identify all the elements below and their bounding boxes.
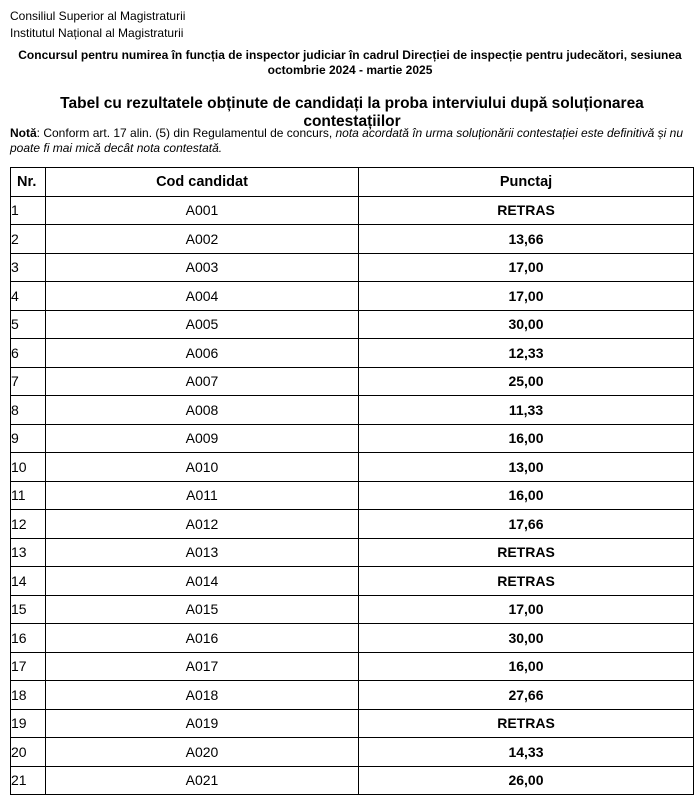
- table-row: [11, 510, 694, 539]
- table-row: [11, 396, 694, 425]
- row-number: 8: [11, 396, 46, 425]
- table-row: [11, 481, 694, 510]
- candidate-code: A016: [46, 624, 359, 653]
- score: RETRAS: [359, 567, 694, 596]
- score: RETRAS: [359, 538, 694, 567]
- row-number: 1: [11, 196, 46, 225]
- candidate-code: A018: [46, 681, 359, 710]
- table-row: [11, 652, 694, 681]
- candidate-code: A002: [46, 225, 359, 254]
- candidate-code: A019: [46, 709, 359, 738]
- candidate-code: A012: [46, 510, 359, 539]
- score: 17,00: [359, 595, 694, 624]
- row-number: 13: [11, 538, 46, 567]
- row-number: 2: [11, 225, 46, 254]
- row-number: 5: [11, 310, 46, 339]
- candidate-code: A005: [46, 310, 359, 339]
- table-row: [11, 624, 694, 653]
- row-number: 4: [11, 282, 46, 311]
- table-row: [11, 538, 694, 567]
- row-number: 19: [11, 709, 46, 738]
- table-row: [11, 567, 694, 596]
- score: 26,00: [359, 766, 694, 795]
- table-row: [11, 424, 694, 453]
- score: 16,00: [359, 652, 694, 681]
- score: 13,66: [359, 225, 694, 254]
- row-number: 6: [11, 339, 46, 368]
- candidate-code: A015: [46, 595, 359, 624]
- row-number: 20: [11, 738, 46, 767]
- competition-title: Concursul pentru numirea în funcția de inspector judiciar în cadrul Direcției de inspecție pentru judecători, sesiunea octombrie 2024 - martie 2025: [18, 48, 682, 77]
- score: 14,33: [359, 738, 694, 767]
- candidate-code: A009: [46, 424, 359, 453]
- candidate-code: A014: [46, 567, 359, 596]
- row-number: 9: [11, 424, 46, 453]
- candidate-code: A011: [46, 481, 359, 510]
- row-number: 11: [11, 481, 46, 510]
- candidate-code: A007: [46, 367, 359, 396]
- row-number: 18: [11, 681, 46, 710]
- row-number: 14: [11, 567, 46, 596]
- table-row: [11, 339, 694, 368]
- note-text: : Conform art. 17 alin. (5) din Regulamentul de concurs,: [36, 126, 336, 140]
- candidate-code: A020: [46, 738, 359, 767]
- table-row: [11, 766, 694, 795]
- score: 27,66: [359, 681, 694, 710]
- row-number: 16: [11, 624, 46, 653]
- row-number: 3: [11, 253, 46, 282]
- score: 25,00: [359, 367, 694, 396]
- candidate-code: A010: [46, 453, 359, 482]
- row-number: 10: [11, 453, 46, 482]
- table-row: [11, 253, 694, 282]
- candidate-code: A013: [46, 538, 359, 567]
- results-table: [10, 167, 694, 795]
- table-row: [11, 453, 694, 482]
- candidate-code: A003: [46, 253, 359, 282]
- column-header-nr: Nr.: [11, 168, 46, 197]
- table-row: [11, 310, 694, 339]
- score: 16,00: [359, 481, 694, 510]
- candidate-code: A006: [46, 339, 359, 368]
- candidate-code: A004: [46, 282, 359, 311]
- table-row: [11, 196, 694, 225]
- candidate-code: A021: [46, 766, 359, 795]
- score: 17,66: [359, 510, 694, 539]
- note: [10, 126, 694, 156]
- column-header-punctaj: Punctaj: [359, 168, 694, 197]
- table-row: [11, 225, 694, 254]
- row-number: 12: [11, 510, 46, 539]
- table-row: [11, 282, 694, 311]
- row-number: 21: [11, 766, 46, 795]
- score: 11,33: [359, 396, 694, 425]
- score: 17,00: [359, 282, 694, 311]
- score: 16,00: [359, 424, 694, 453]
- table-row: [11, 738, 694, 767]
- table-title: Tabel cu rezultatele obținute de candidați la proba interviului după soluționarea contestațiilor: [60, 95, 644, 130]
- score: 13,00: [359, 453, 694, 482]
- candidate-code: A008: [46, 396, 359, 425]
- institute-name: Institutul Național al Magistraturii: [10, 26, 184, 40]
- institution-name: Consiliul Superior al Magistraturii: [10, 9, 186, 23]
- table-row: [11, 595, 694, 624]
- score: 12,33: [359, 339, 694, 368]
- table-header-row: [11, 168, 694, 197]
- table-row: [11, 367, 694, 396]
- column-header-cod: Cod candidat: [46, 168, 359, 197]
- candidate-code: A001: [46, 196, 359, 225]
- note-emphasis: nota acordată în urma soluționării contestației este definitivă și nu poate fi mai mică decât nota contestată.: [10, 126, 684, 155]
- table-row: [11, 681, 694, 710]
- table-row: [11, 709, 694, 738]
- score: 17,00: [359, 253, 694, 282]
- note-label: Notă: [10, 126, 37, 140]
- row-number: 17: [11, 652, 46, 681]
- row-number: 15: [11, 595, 46, 624]
- score: 30,00: [359, 310, 694, 339]
- candidate-code: A017: [46, 652, 359, 681]
- score: RETRAS: [359, 196, 694, 225]
- score: 30,00: [359, 624, 694, 653]
- score: RETRAS: [359, 709, 694, 738]
- row-number: 7: [11, 367, 46, 396]
